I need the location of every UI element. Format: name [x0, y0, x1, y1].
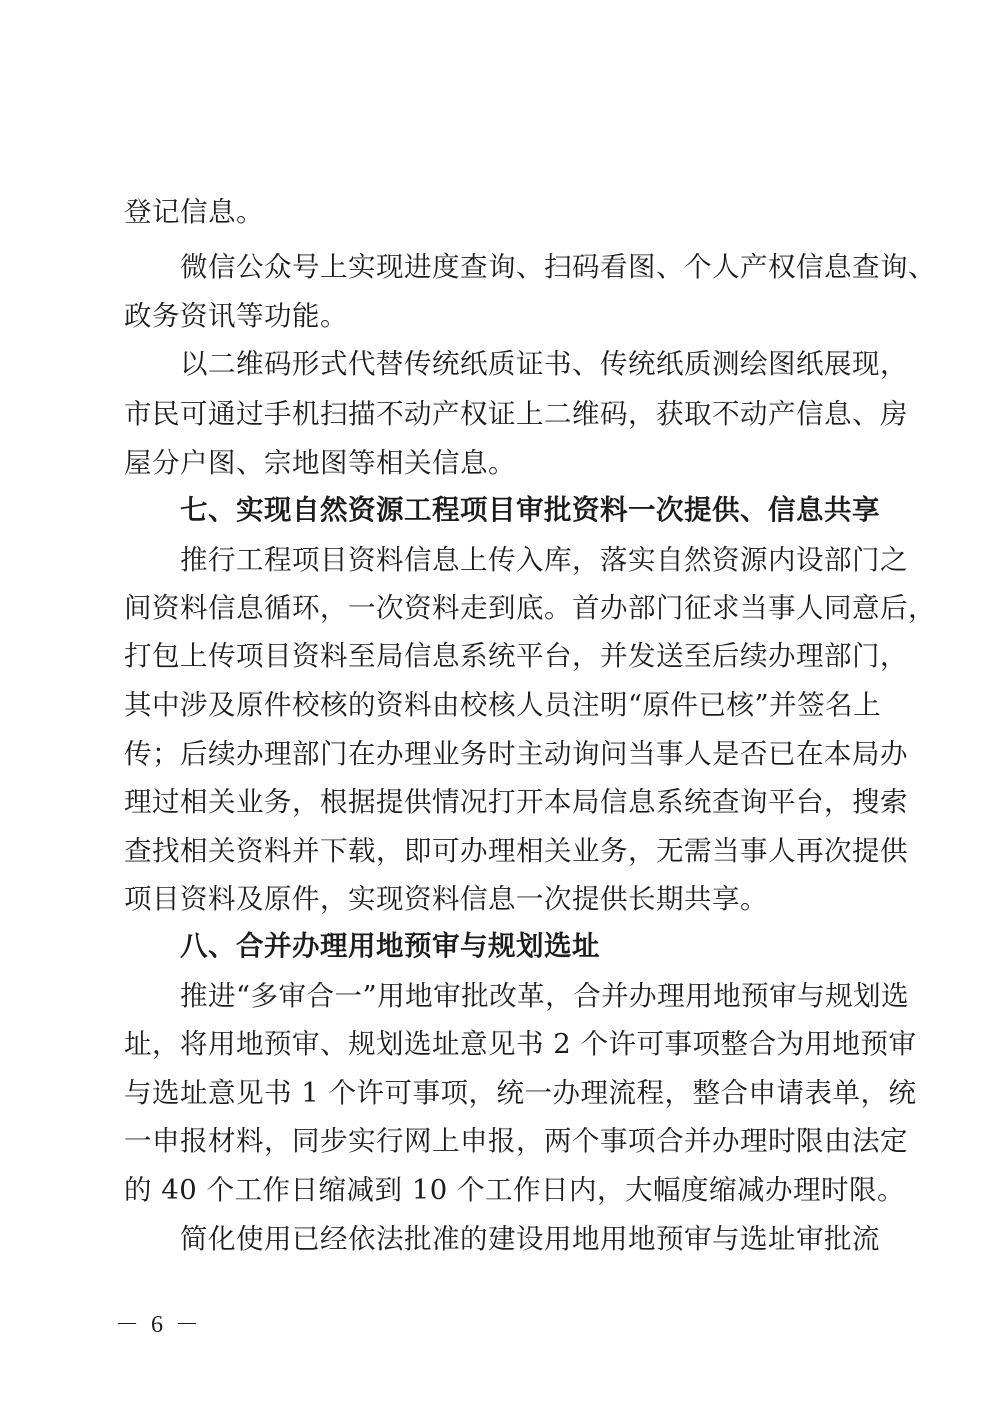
- paragraph-line: 推行工程项目资料信息上传入库，落实自然资源内设部门之: [180, 544, 908, 576]
- paragraph-line: 理过相关业务，根据提供情况打开本局信息系统查询平台，搜索: [124, 786, 908, 818]
- paragraph-line: 以二维码形式代替传统纸质证书、传统纸质测绘图纸展现，: [180, 348, 908, 380]
- paragraph-line: 一申报材料，同步实行网上申报，两个事项合并办理时限由法定: [124, 1125, 908, 1157]
- paragraph-line: 项目资料及原件，实现资料信息一次提供长期共享。: [124, 883, 768, 915]
- paragraph-line: 政务资讯等功能。: [124, 300, 348, 332]
- paragraph-line: 登记信息。: [124, 196, 264, 228]
- paragraph-line: 间资料信息循环，一次资料走到底。首办部门征求当事人同意后，: [124, 592, 936, 624]
- paragraph-line: 简化使用已经依法批准的建设用地用地预审与选址审批流: [180, 1223, 880, 1255]
- paragraph-line: 址，将用地预审、规划选址意见书 2 个许可事项整合为用地预审: [124, 1028, 917, 1060]
- paragraph-line: 查找相关资料并下载，即可办理相关业务，无需当事人再次提供: [124, 835, 908, 867]
- paragraph-line: 市民可通过手机扫描不动产权证上二维码，获取不动产信息、房: [124, 398, 908, 430]
- paragraph-line: 微信公众号上实现进度查询、扫码看图、个人产权信息查询、: [180, 251, 936, 283]
- paragraph-line: 的 40 个工作日缩减到 10 个工作日内，大幅度缩减办理时限。: [124, 1174, 905, 1206]
- paragraph-line: 屋分户图、宗地图等相关信息。: [124, 447, 516, 479]
- paragraph-line: 传；后续办理部门在办理业务时主动询问当事人是否已在本局办: [124, 738, 908, 770]
- section-heading: 七、实现自然资源工程项目审批资料一次提供、信息共享: [180, 494, 880, 526]
- paragraph-line: 推进“多审合一”用地审批改革，合并办理用地预审与规划选: [180, 980, 910, 1012]
- paragraph-line: 其中涉及原件校核的资料由校核人员注明“原件已核”并签名上: [124, 689, 882, 721]
- paragraph-line: 与选址意见书 1 个许可事项，统一办理流程，整合申请表单，统: [124, 1077, 917, 1109]
- paragraph-line: 打包上传项目资料至局信息系统平台，并发送至后续办理部门，: [124, 640, 908, 672]
- section-heading: 八、合并办理用地预审与规划选址: [180, 930, 600, 962]
- page-number: － 6 －: [115, 1312, 202, 1338]
